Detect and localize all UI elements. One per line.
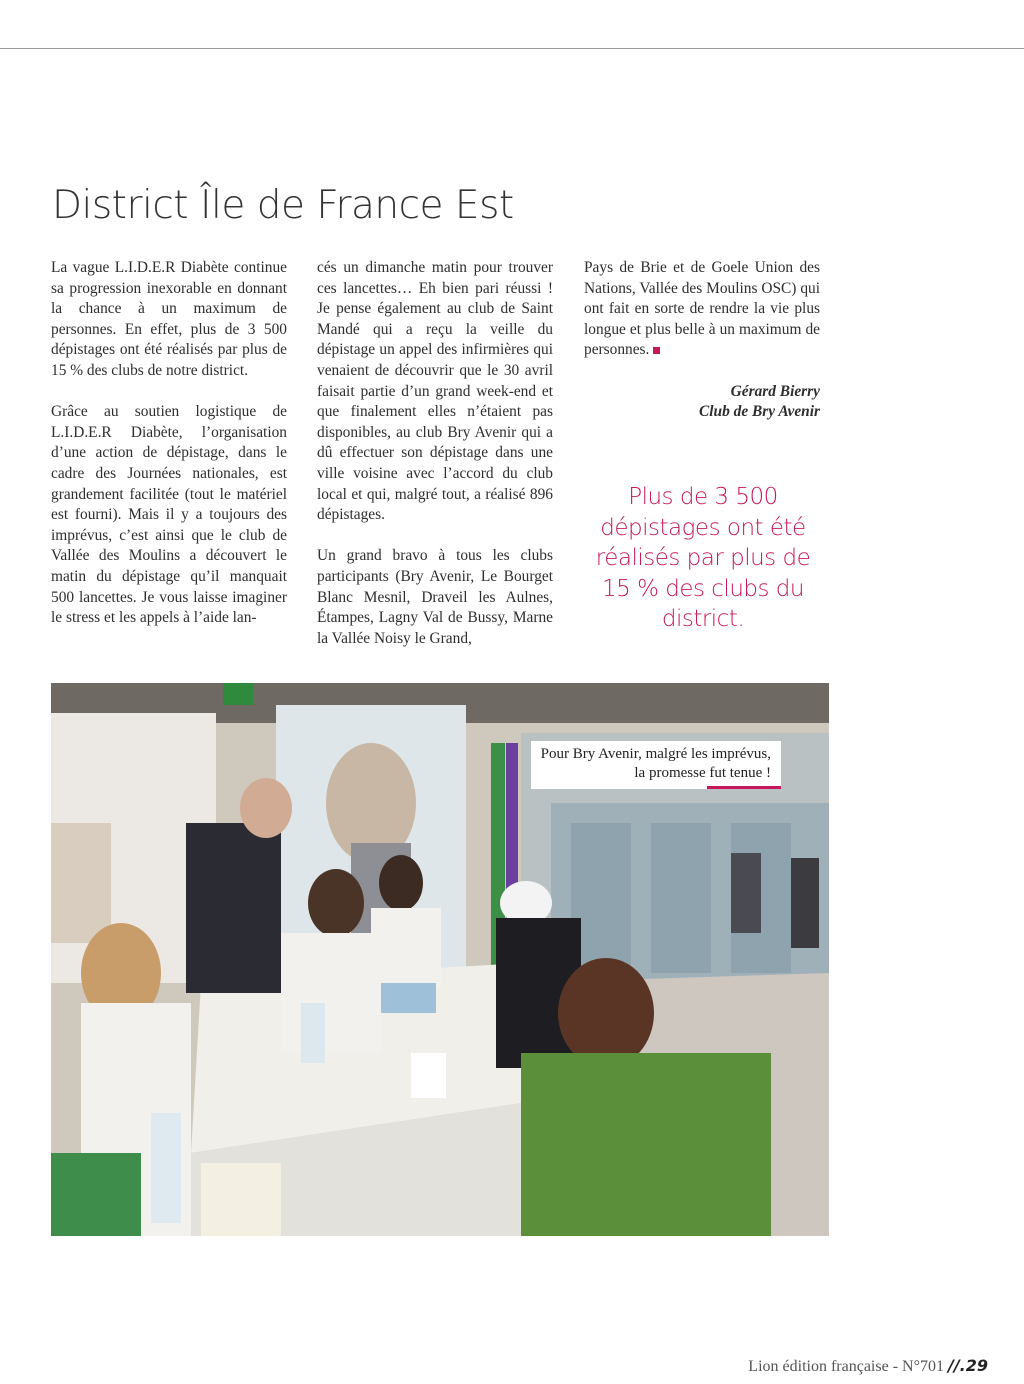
paragraph-text: Pays de Brie et de Goele Union des Nations, Vallée des Moulins OSC) qui ont fait en sorte de rendre la vie plus longue et plus belle à un maximum de personnes.: [584, 259, 820, 359]
end-of-article-mark: [653, 347, 660, 354]
page-number: .29: [959, 1356, 988, 1375]
publication-name: Lion édition française - N°701: [748, 1358, 944, 1375]
paragraph: Un grand bravo à tous les clubs participants (Bry Avenir, Le Bourget Blanc Mesnil, Draveil les Aulnes, Étampes, Lagny Val de Bussy, Marne la Vallée Noisy le Grand,: [317, 547, 553, 647]
article-photo: [51, 683, 829, 1236]
article-title: District Île de France Est: [52, 183, 514, 228]
caption-line-1: Pour Bry Avenir, malgré les imprévus,: [540, 746, 771, 762]
author-name: Gérard Bierry: [730, 382, 820, 400]
page-footer: [748, 1356, 988, 1376]
author-club: Club de Bry Avenir: [699, 403, 820, 421]
paragraph: La vague L.I.D.E.R Diabète continue sa progression inexorable en donnant la chance à un maximum de personnes. En effet, plus de 3 500 dépistages ont été réalisés par plus de 15 % des clubs de notre district.: [51, 259, 287, 379]
text-column-2: [317, 258, 553, 670]
caption-accent-rule: [707, 786, 781, 789]
paragraph: Grâce au soutien logistique de L.I.D.E.R Diabète, l’organisation d’une action de dépistage, dans le cadre des Journées nationales, est grandement facilitée (tout le matériel est fourni). Mais il y a toujours des imprévus, c’est ainsi que le club de Vallée des Moulins a découvert le matin du dépistage qu’il manquait 500 lancettes. Je vous laisse imaginer le stress et les appels à l’aide lan-: [51, 403, 287, 627]
text-column-3: [584, 258, 820, 423]
footer-separator: //: [947, 1356, 960, 1375]
signature: [584, 382, 820, 423]
paragraph: cés un dimanche matin pour trouver ces lancettes… Eh bien pari réussi ! Je pense également au club de Saint Mandé qui a reçu la veille du dépistage un appel des infirmières qui venaient de découvrir que le 30 avril faisait partie d’un grand week-end et que finalement elles n’étaient pas disponibles, au club Bry Avenir qui a dû effectuer son dépistage dans une ville voisine avec l’accord du club local et qui, malgré tout, a réalisé 896 dépistages.: [317, 259, 553, 524]
pull-quote: Plus de 3 500 dépistages ont été réalisés par plus de 15 % des clubs du district.: [595, 484, 811, 632]
paragraph: [584, 258, 820, 361]
top-rule: [0, 48, 1024, 49]
photo-caption: [531, 741, 781, 789]
caption-line-2: la promesse fut tenue !: [634, 765, 771, 781]
text-column-1: [51, 258, 287, 649]
